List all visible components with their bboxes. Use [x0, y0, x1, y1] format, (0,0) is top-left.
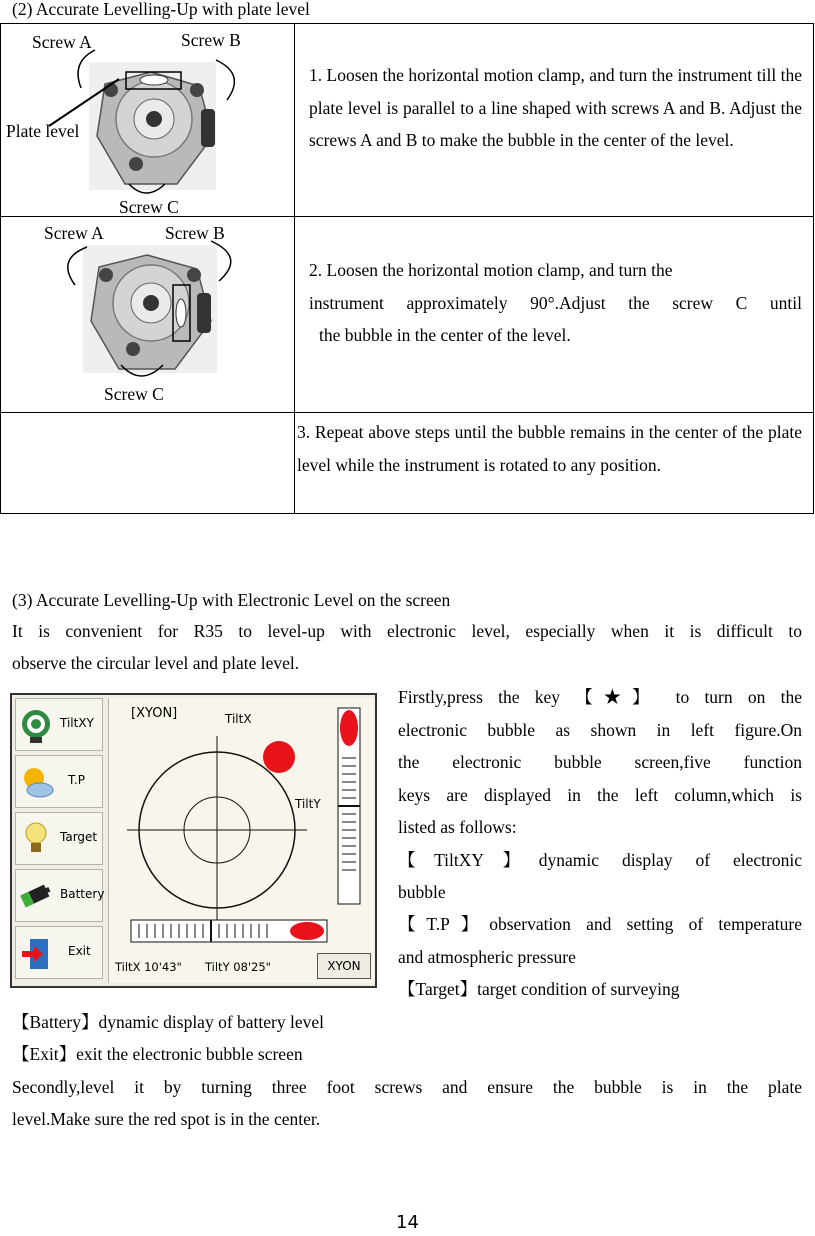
step3-text-cell — [295, 413, 814, 514]
tilty-value: TiltY 08'25" — [205, 960, 271, 974]
label-screw-c: Screw C — [119, 197, 179, 217]
bubble-graphic — [109, 698, 374, 983]
clamp-knob — [201, 109, 215, 147]
step1-figure-cell — [1, 24, 295, 217]
xyon-button[interactable]: XYON — [317, 953, 371, 979]
key-tp[interactable] — [15, 755, 103, 808]
plate-level-vial — [140, 75, 168, 85]
tilty-bubble — [340, 710, 358, 746]
step3-text: 3. Repeat above steps until the bubble remains in the center of the plate level while the instrument is rotated to any position. — [297, 422, 802, 475]
step-row-2 — [1, 217, 814, 413]
right-line-2: electronic bubble as shown in left figure.On — [398, 720, 802, 740]
key-battery-label: Battery — [60, 887, 105, 901]
right-line-6: 【TiltXY】dynamic display of electronic — [398, 850, 802, 870]
right-line-4: keys are displayed in the left column,which is — [398, 785, 802, 805]
right-line-10: 【Target】target condition of surveying — [398, 979, 680, 999]
right-line-7: bubble — [398, 882, 446, 902]
step2-text-cell — [295, 217, 814, 413]
screw-c-knob — [129, 157, 143, 171]
right-line-9: and atmospheric pressure — [398, 947, 576, 967]
page-number: 14 — [396, 1212, 419, 1233]
tilty-axis-label: TiltY — [295, 797, 321, 811]
key-target[interactable] — [15, 812, 103, 865]
label-screw-a: Screw A — [32, 32, 92, 52]
screw-b-knob — [187, 268, 201, 282]
bubble-panel — [108, 698, 374, 983]
key-exit[interactable] — [15, 926, 103, 979]
key-tiltxy-label: TiltXY — [60, 716, 94, 730]
step3-empty-cell — [1, 413, 295, 514]
section3-heading: (3) Accurate Levelling-Up with Electronic Level on the screen — [12, 590, 451, 610]
label-screw-a: Screw A — [44, 223, 104, 243]
step-row-3 — [1, 413, 814, 514]
label-screw-b: Screw B — [181, 30, 241, 50]
step2-text-line3: the bubble in the center of the level. — [319, 325, 571, 345]
clamp-knob — [197, 293, 211, 333]
tiltx-value: TiltX 10'43" — [115, 960, 182, 974]
step2-figure-cell — [1, 217, 295, 413]
step1-text: 1. Loosen the horizontal motion clamp, and turn the instrument till the plate level is parallel to a line shaped with screws A and B. Adjust the screws A and B to make the bubble in the center of the level. — [309, 65, 802, 150]
target-circle-icon — [16, 699, 56, 752]
lightbulb-icon — [16, 813, 56, 866]
tribrach-center — [143, 295, 159, 311]
screw-b-knob — [190, 83, 204, 97]
tiltx-bubble — [290, 922, 324, 940]
key-tiltxy[interactable] — [15, 698, 103, 751]
tribrach-center — [146, 111, 162, 127]
right-line-3: the electronic bubble screen,five function — [398, 752, 802, 772]
mode-label: [XYON] — [131, 706, 178, 721]
electronic-bubble-screen — [10, 693, 377, 988]
second-line-2: level.Make sure the red spot is in the center. — [12, 1109, 321, 1129]
label-screw-b: Screw B — [165, 223, 225, 243]
battery-icon — [16, 870, 56, 923]
second-line-1: Secondly,level it by turning three foot screws and ensure the bubble is in the plate — [12, 1077, 802, 1097]
label-screw-c: Screw C — [104, 384, 164, 404]
screw-c-knob — [126, 342, 140, 356]
plate-level-vial — [176, 299, 186, 327]
step-row-1 — [1, 24, 814, 217]
key-target-label: Target — [60, 830, 98, 844]
key-exit-label: Exit — [68, 944, 91, 958]
battery-line: 【Battery】dynamic display of battery level — [12, 1012, 324, 1032]
label-plate-level: Plate level — [6, 121, 80, 141]
screw-a-knob — [99, 268, 113, 282]
section2-heading: (2) Accurate Levelling-Up with plate level — [12, 0, 310, 19]
intro-line-1: It is convenient for R35 to level-up with electronic level, especially when it is difficult to — [12, 621, 802, 641]
exit-door-icon — [16, 927, 56, 980]
intro-line-2: observe the circular level and plate level. — [12, 653, 300, 673]
right-line-5: listed as follows: — [398, 817, 517, 837]
exit-line: 【Exit】exit the electronic bubble screen — [12, 1044, 303, 1064]
sun-cloud-icon — [16, 756, 56, 809]
key-battery[interactable] — [15, 869, 103, 922]
step2-text-line1: 2. Loosen the horizontal motion clamp, and turn the — [309, 260, 673, 280]
right-line-1: Firstly,press the key 【★】 to turn on the — [398, 687, 802, 707]
key-tp-label: T.P — [68, 773, 85, 787]
step2-text-line2: instrument approximately 90°.Adjust the screw C until — [309, 293, 802, 313]
steps-table — [0, 23, 814, 514]
step1-text-cell — [295, 24, 814, 217]
bubble-spot — [263, 741, 295, 773]
screw-b-arrow — [216, 60, 234, 100]
tiltx-axis-label: TiltX — [225, 712, 252, 726]
right-line-8: 【T.P】observation and setting of temperature — [398, 914, 802, 934]
